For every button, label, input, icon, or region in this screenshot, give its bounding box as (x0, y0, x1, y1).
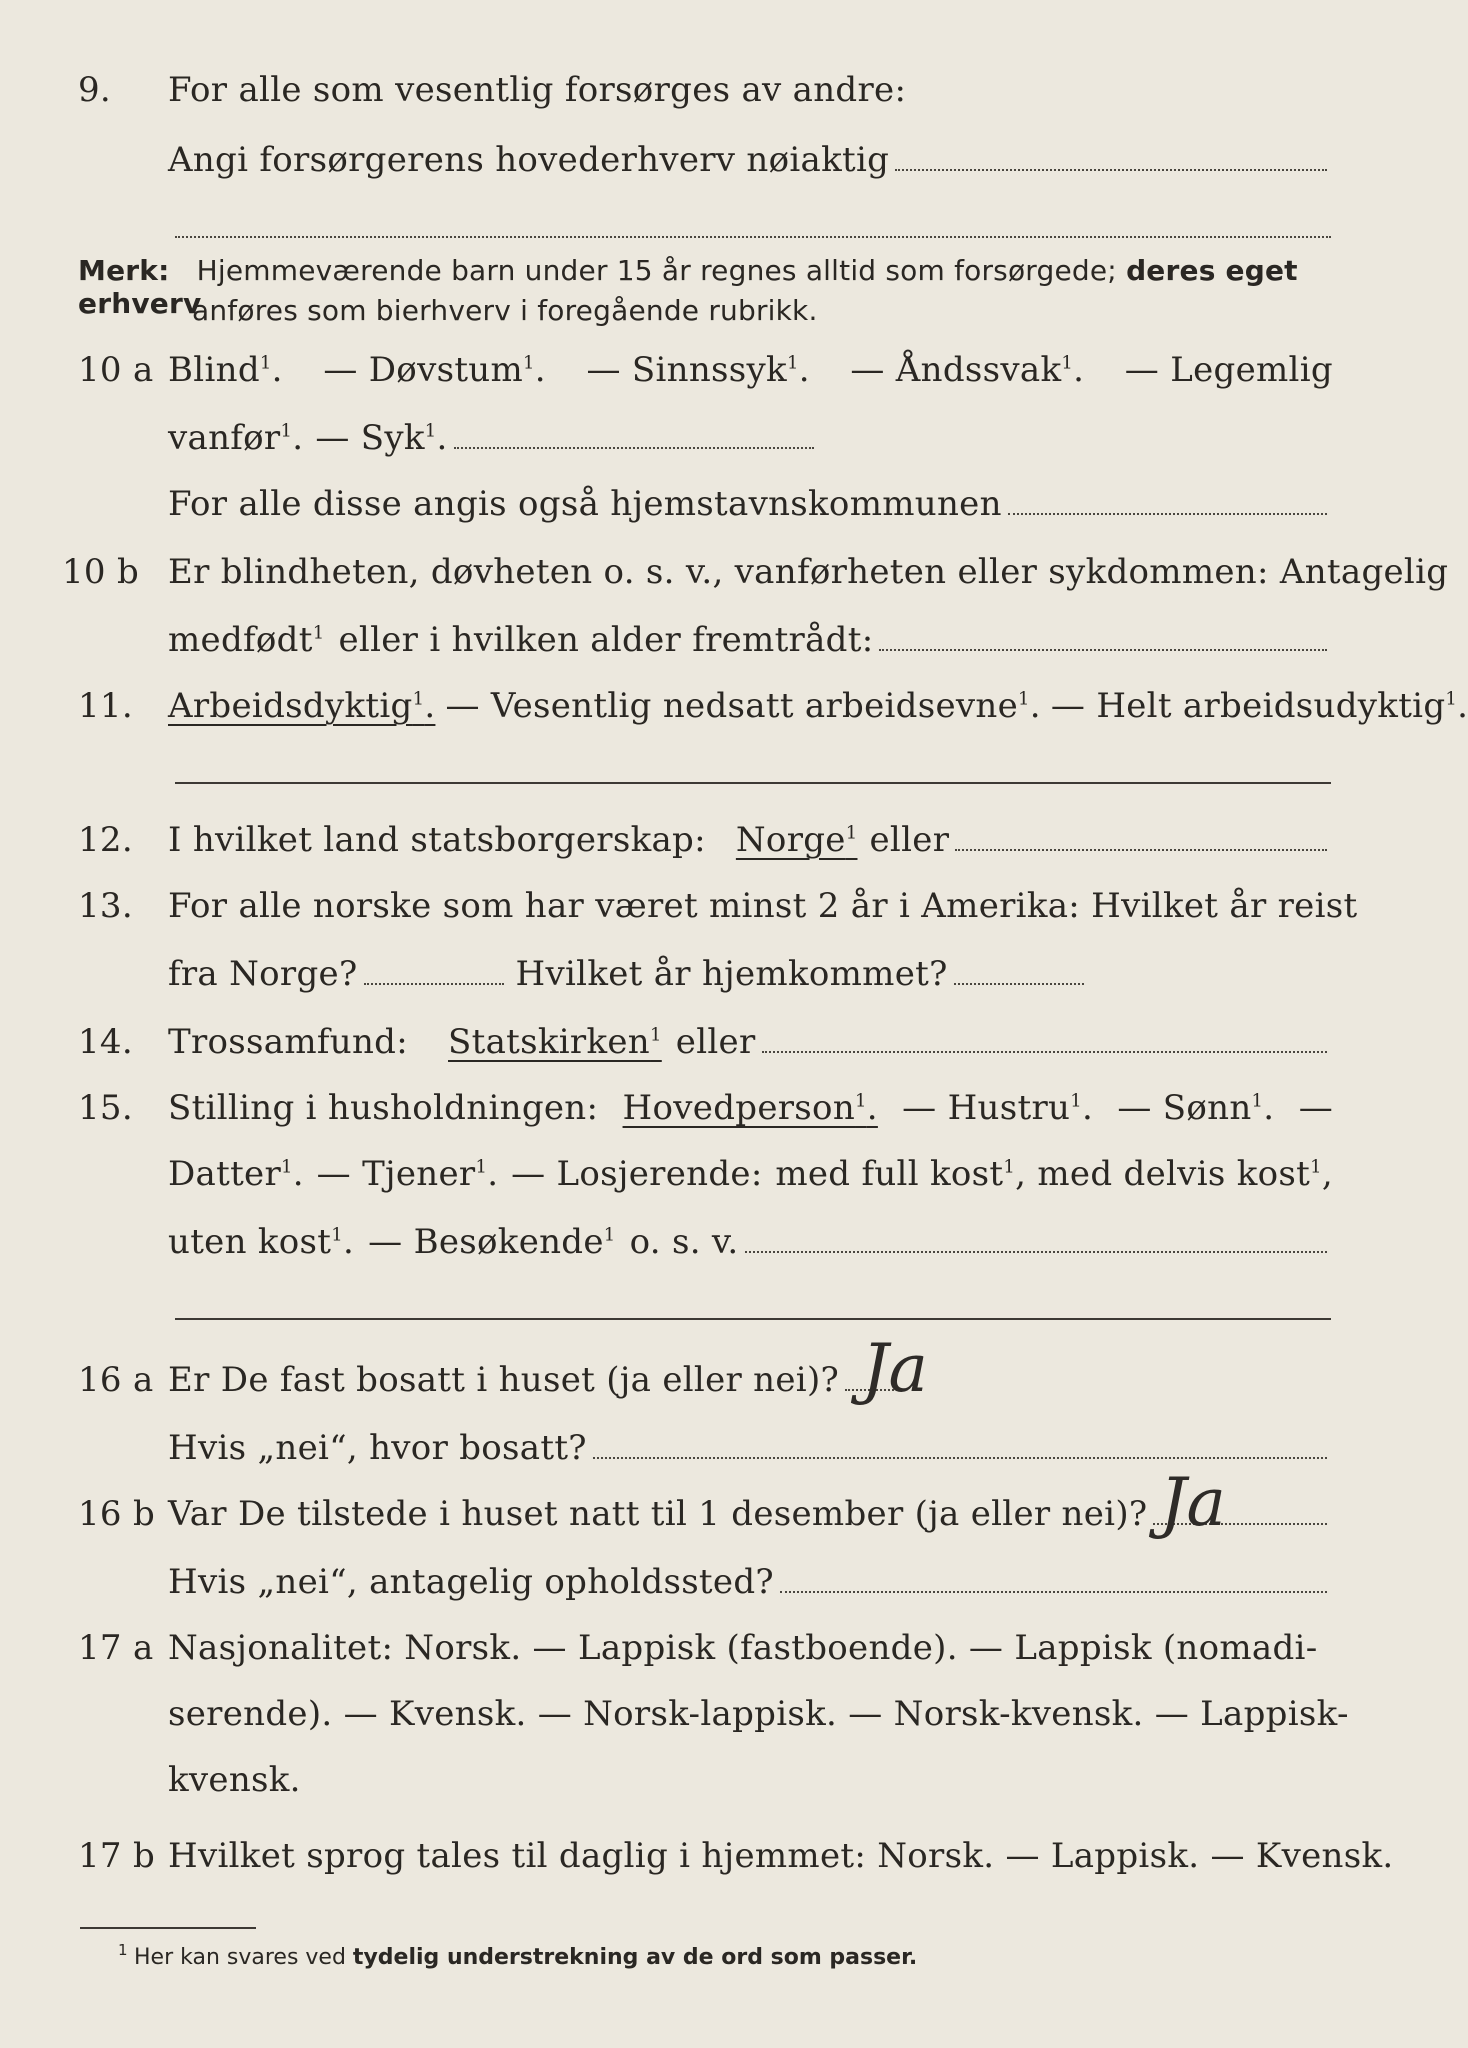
q13-return-year-field[interactable] (954, 983, 1084, 985)
q10a-syk-field[interactable] (454, 447, 814, 449)
q12-country-field[interactable] (955, 849, 1327, 851)
q10b-question: Er blindheten, døvheten o. s. v., vanførheten eller sykdommen: Antagelig (168, 552, 1449, 592)
q9-question: For alle som vesentlig forsørges av andre: (168, 70, 907, 110)
q15-option-sonn[interactable]: — Sønn$^1$. (1117, 1088, 1275, 1128)
q10a-number: 10 a (78, 350, 154, 390)
q13-question: For alle norske som har været minst 2 år i Amerika: Hvilket år reist (168, 886, 1358, 926)
footnote-marker: 1 (118, 1941, 128, 1959)
q13-left-label: fra Norge? (168, 954, 358, 994)
q10a-option-sinnssyk[interactable]: — Sinnssyk$^1$. (586, 350, 810, 390)
q16a-handwritten-answer: Ja (862, 1330, 928, 1407)
q15-option-datter[interactable]: Datter$^1$. (168, 1154, 304, 1194)
q17a-line1[interactable]: Nasjonalitet: Norsk. — Lappisk (fastboende). — Lappisk (nomadi- (168, 1628, 1318, 1668)
q13-number: 13. (78, 886, 133, 926)
q10a-option-vanfor[interactable]: vanfør$^1$. (168, 418, 304, 458)
q11-number: 11. (78, 686, 133, 726)
q15-dash: — (1298, 1088, 1333, 1128)
note-text: Hjemmeværende barn under 15 år regnes alltid som forsørgede; (196, 254, 1117, 287)
q14-question: Trossamfund: (168, 1022, 409, 1062)
q11-separator-rule (175, 782, 1331, 784)
note-label: Merk: (78, 254, 170, 287)
q16a-where-field[interactable] (593, 1457, 1327, 1459)
q15-option-delvis-kost[interactable]: , med delvis kost$^1$ (1015, 1154, 1322, 1194)
q10a-option-legemlig[interactable]: — Legemlig (1124, 350, 1333, 390)
q16b-handwritten-answer: Ja (1160, 1464, 1226, 1541)
q10a-option-syk[interactable]: — Syk$^1$. (315, 418, 448, 458)
q15-option-tjener[interactable]: — Tjener$^1$. (316, 1154, 499, 1194)
q17a-number: 17 a (78, 1628, 154, 1668)
census-form-page: 9. For alle som vesentlig forsørges av andre: Angi forsørgerens hovederhverv nøiaktig Merk: Hjemmeværende barn under 15 år regnes alltid som forsørgede; deres eget erhverv anføres som bierhverv i foregående rubrikk. 10 a Blind$^1$. — Døvstum$^1$. — Sinnssyk$^1$. — Åndssvak$^1$. — Legemlig vanfør$^1$. — Syk$^1$. For alle disse angis også hjemstavnskommunen 10 b Er blindheten, døvheten o. s. v., vanførheten eller sykdommen: Antagelig medfødt$^1$ eller i hvilken alder fremtrådt: 11. Arbeidsdyktig$^1$. — Vesentlig nedsatt arbeidsevne$^1$. — Helt arbeidsudyktig$^1$. 12. I hvilket land statsborgerskap: Norge$^1$ eller 13. For alle norske som har været minst 2 år i Amerika: Hvilket år reist fra Norge? Hvilket år hjemkommet? 14. Trossamfund: Statskirken$^1$ eller 15. Stilling i husholdningen: Hovedperson$^1$. — Hustru$^1$. — Sønn$^1$. — Datter$^1$. — Tjener$^1$. — Losjerende: med full kost$^1$, med delvis kost$^1$, uten kost$^1$. — Besøkende$^1$ o. s. v. 16 a Er De fast bosatt i huset (ja eller nei)? Ja Hvis „nei“, hvor bosatt? 16 b Var De tilstede i huset natt til 1 desember (ja eller nei)? Ja Hvis „nei“, antagelig opholdssted? 17 a Nasjonalitet: Norsk. — Lappisk (fastboende). — Lappisk (nomadi- serende). — Kvensk. — Norsk-lappisk. — Norsk-kvensk. — Lappisk- kvensk. 17 b Hvilket sprog tales til daglig i hjemmet: Norsk. — Lappisk. — Kvensk. 1 Her kan svares ved tydelig understrekning av de ord som passer. (62, 70, 1468, 1970)
q10a-option-andssvak[interactable]: — Åndssvak$^1$. (850, 350, 1085, 390)
q10a-hometown-field[interactable] (1008, 513, 1327, 515)
q15-separator-rule (175, 1318, 1331, 1320)
q12-question: I hvilket land statsborgerskap: (168, 820, 706, 860)
footnote (118, 1941, 918, 1970)
q14-option-statskirken[interactable]: Statskirken$^1$ (448, 1022, 662, 1062)
q9-instruction: Angi forsørgerens hovederhverv nøiaktig (168, 140, 890, 180)
q16b-where-field[interactable] (780, 1591, 1327, 1593)
q15-losjerende-label: — Losjerende: (511, 1154, 763, 1194)
q14-faith-field[interactable] (762, 1051, 1327, 1053)
q15-question: Stilling i husholdningen: (168, 1088, 599, 1128)
q10a-hometown-label: For alle disse angis også hjemstavnskommunen (168, 484, 1002, 524)
q10b-age-label: eller i hvilken alder fremtrådt: (338, 620, 874, 660)
q15-option-hustru[interactable]: — Hustru$^1$. (902, 1088, 1094, 1128)
q11-option-nedsatt[interactable]: — Vesentlig nedsatt arbeidsevne$^1$. (445, 686, 1041, 726)
q10b-number: 10 b (62, 552, 140, 592)
q16b-number: 16 b (78, 1494, 156, 1534)
q15-option-besokende[interactable]: — Besøkende$^1$ (368, 1222, 616, 1262)
q11-option-udyktig[interactable]: — Helt arbeidsudyktig$^1$. (1050, 686, 1468, 726)
q10b-age-field[interactable] (879, 649, 1327, 651)
q17b-number: 17 b (78, 1836, 156, 1876)
q13-left-year-field[interactable] (364, 983, 504, 985)
q16b-where-label: Hvis „nei“, antagelig opholdssted? (168, 1562, 774, 1602)
footnote-rule (80, 1927, 256, 1929)
q10a-option-blind[interactable]: Blind$^1$. (168, 350, 283, 390)
q15-option-uten-kost[interactable]: uten kost$^1$. (168, 1222, 355, 1262)
note-text-bold: deres eget erhverv (78, 254, 1298, 320)
note-line2: anføres som bierhverv i foregående rubrikk. (192, 294, 818, 327)
q15-number: 15. (78, 1088, 133, 1128)
q15-osv: o. s. v. (629, 1222, 739, 1262)
q15-option-hovedperson[interactable]: Hovedperson$^1$. (622, 1088, 878, 1128)
q17a-line2[interactable]: serende). — Kvensk. — Norsk-lappisk. — Norsk-kvensk. — Lappisk- (168, 1694, 1349, 1734)
q12-eller: eller (869, 820, 950, 860)
footnote-text: Her kan svares ved (134, 1945, 346, 1970)
q10a-option-dovstum[interactable]: — Døvstum$^1$. (323, 350, 546, 390)
q14-eller: eller (675, 1022, 756, 1062)
q16b-question: Var De tilstede i huset natt til 1 desember (ja eller nei)? (168, 1494, 1148, 1534)
q15-option-full-kost[interactable]: med full kost$^1$ (775, 1154, 1016, 1194)
q10b-option-medfodt[interactable]: medfødt$^1$ (168, 620, 325, 660)
q15-other-field[interactable] (745, 1251, 1328, 1253)
q16a-question: Er De fast bosatt i huset (ja eller nei)? (168, 1360, 840, 1400)
q16a-where-label: Hvis „nei“, hvor bosatt? (168, 1428, 587, 1468)
q14-number: 14. (78, 1022, 133, 1062)
q12-number: 12. (78, 820, 133, 860)
q13-return-label: Hvilket år hjemkommet? (515, 954, 948, 994)
q12-option-norge[interactable]: Norge$^1$ (735, 820, 858, 860)
footnote-text-bold: tydelig understrekning av de ord som passer. (352, 1945, 918, 1970)
q11-option-arbeidsdyktig[interactable]: Arbeidsdyktig$^1$. (168, 686, 436, 726)
q17b-question[interactable]: Hvilket sprog tales til daglig i hjemmet: Norsk. — Lappisk. — Kvensk. (168, 1836, 1394, 1876)
q9-answer-field[interactable] (895, 169, 1327, 171)
q16a-number: 16 a (78, 1360, 154, 1400)
q9-number: 9. (78, 70, 112, 110)
q17a-line3[interactable]: kvensk. (168, 1760, 301, 1800)
q9-answer-line-2[interactable] (175, 236, 1331, 238)
